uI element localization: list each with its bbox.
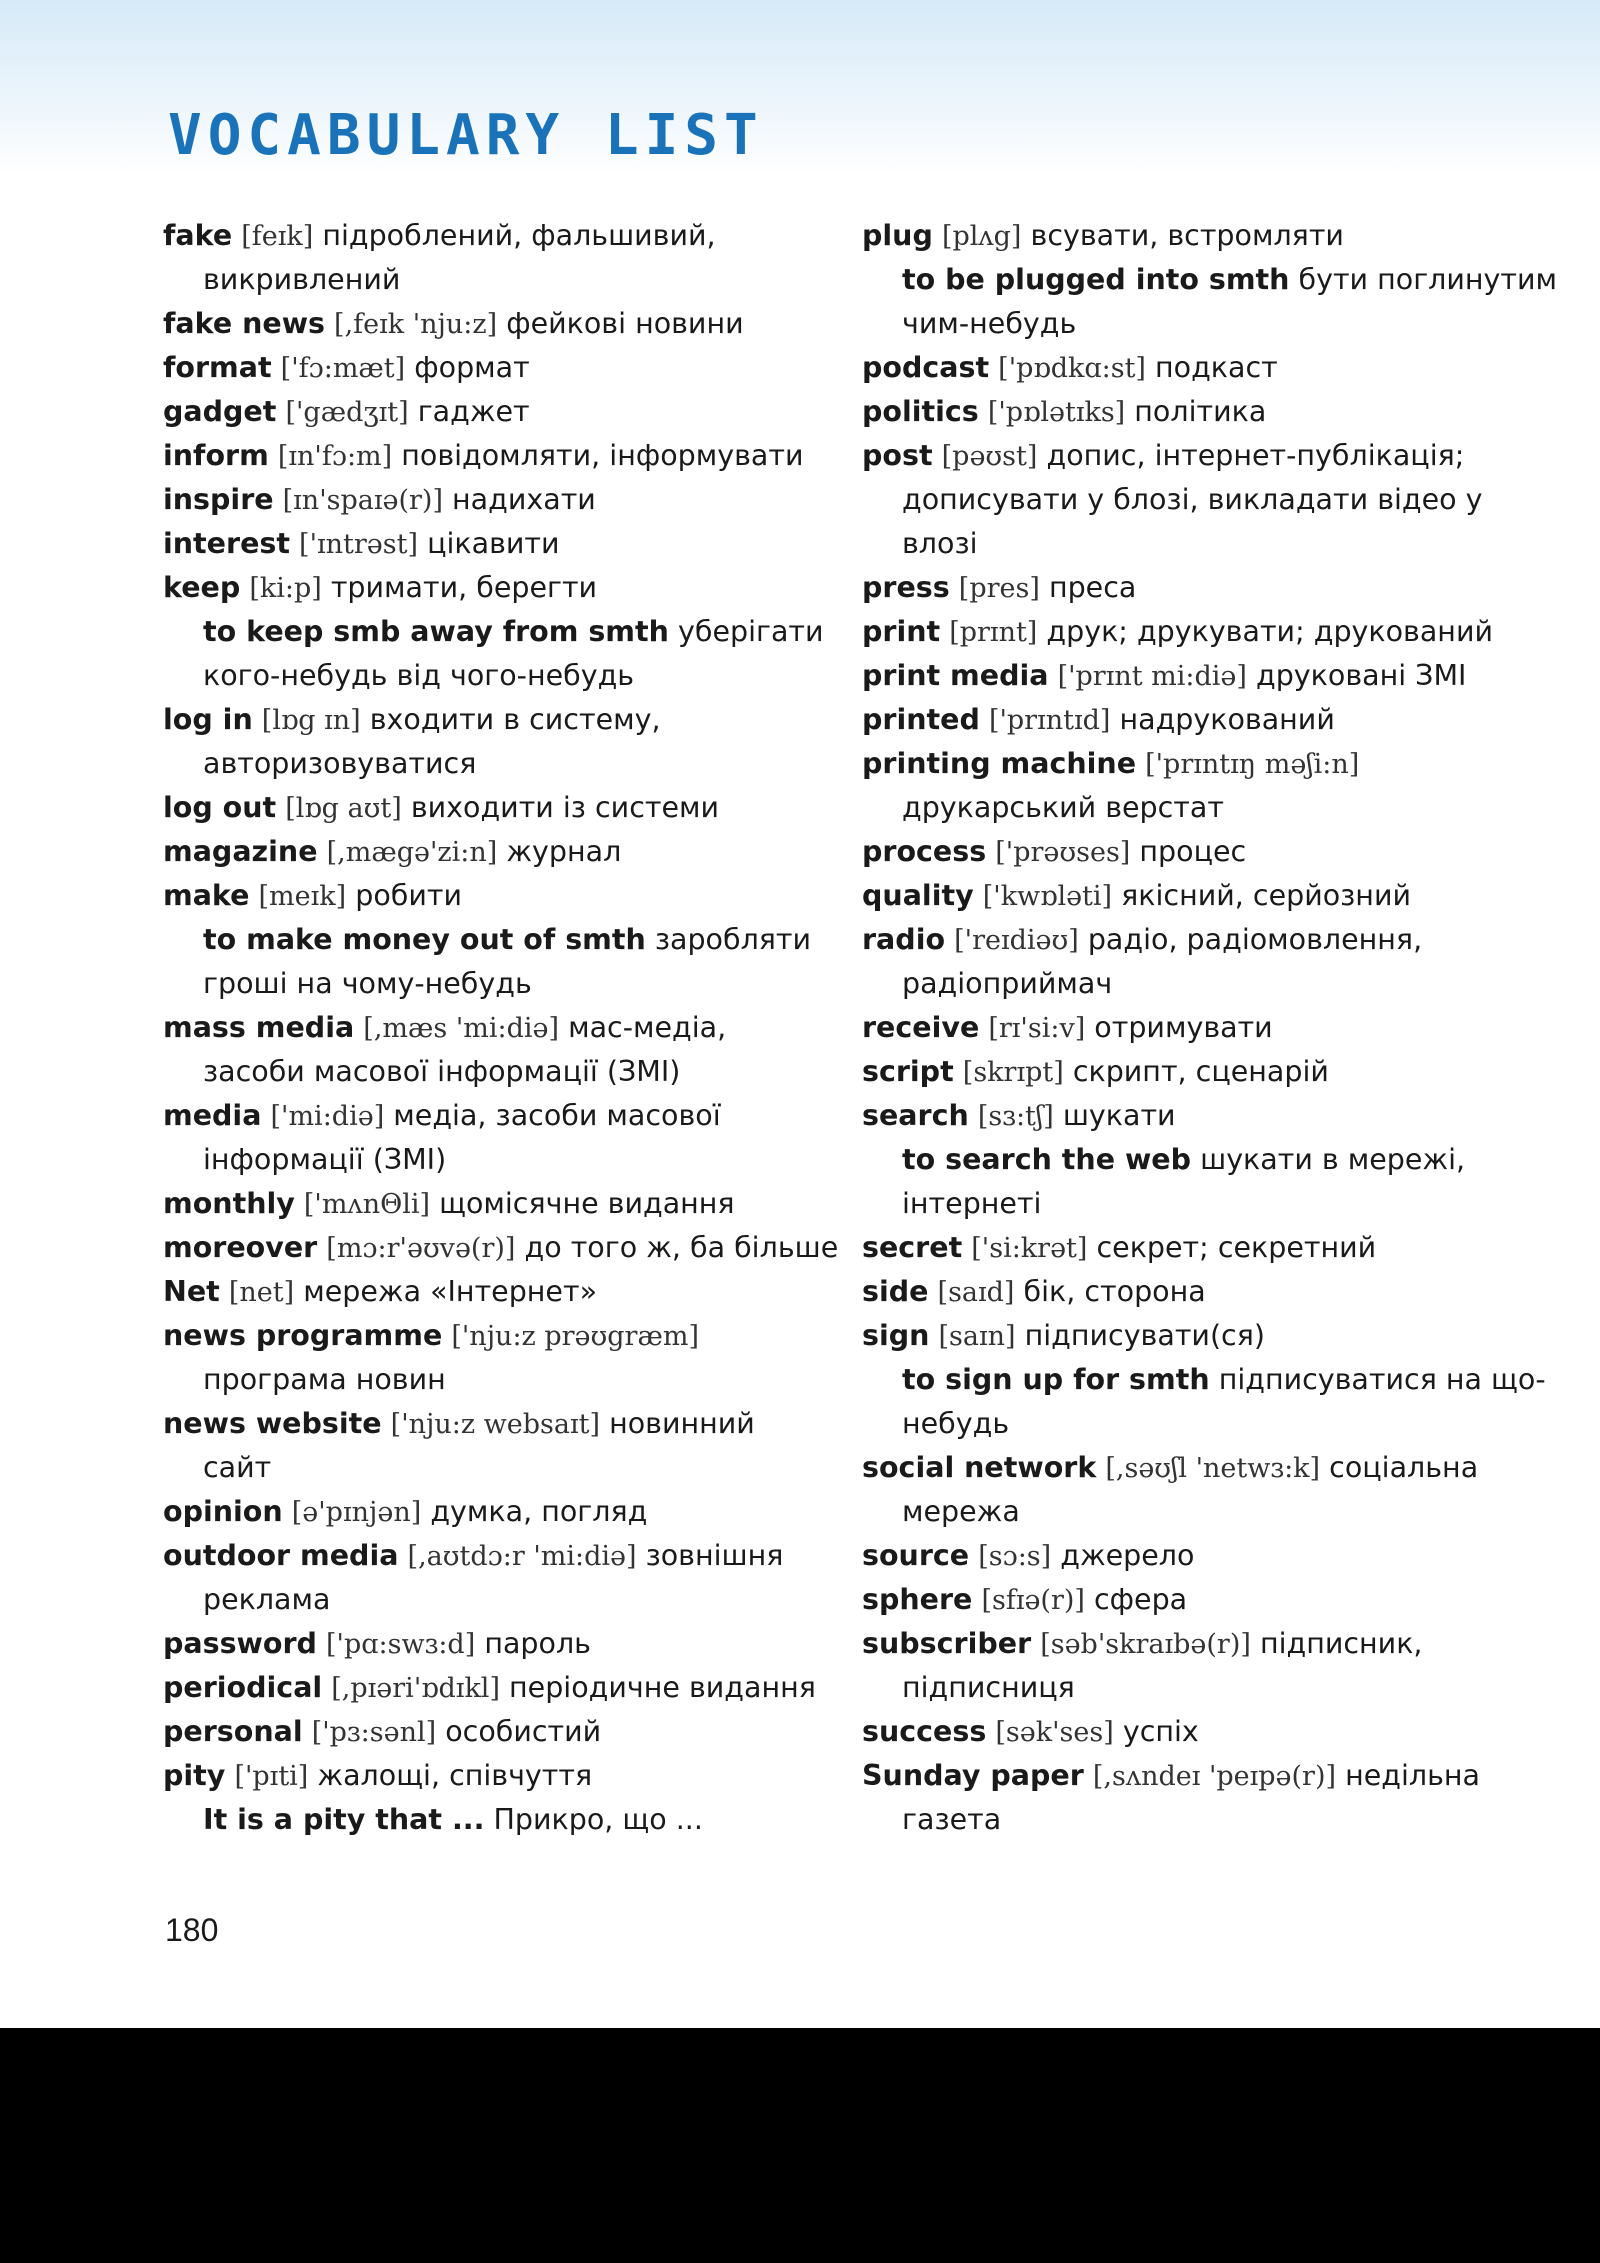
translation: політика (1134, 395, 1267, 428)
vocab-entry (163, 522, 803, 566)
translation-continued: газета (902, 1803, 1002, 1836)
headword: social network (862, 1451, 1097, 1484)
translation-continued: мережа (902, 1495, 1020, 1528)
translation-continued: реклама (203, 1583, 331, 1616)
transcription: [səb'skraɪbə(r)] (1040, 1629, 1251, 1660)
translation: пароль (484, 1627, 591, 1660)
headword: gadget (163, 395, 277, 428)
vocabulary-column-right (862, 214, 1558, 1842)
vocab-continuation (862, 962, 1522, 1006)
vocab-entry (163, 434, 803, 478)
vocab-continuation (163, 962, 803, 1006)
transcription: [skrɪpt] (962, 1057, 1064, 1088)
vocab-entry (862, 1622, 1522, 1666)
vocab-entry (163, 1534, 803, 1578)
headword: news website (163, 1407, 382, 1440)
transcription: [ɪn'fɔ:m] (277, 441, 393, 472)
translation-continued: небудь (902, 1407, 1010, 1440)
headword: password (163, 1627, 317, 1660)
vocab-entry (163, 1490, 803, 1534)
vocab-entry (862, 830, 1522, 874)
transcription: [prɪnt] (949, 617, 1038, 648)
translation-continued: засоби масової інформації (ЗМІ) (203, 1055, 681, 1088)
vocab-continuation (163, 654, 803, 698)
vocab-continuation (862, 522, 1522, 566)
vocab-phrase (163, 610, 824, 654)
vocab-continuation (163, 1050, 803, 1094)
vocab-entry (163, 478, 803, 522)
translation: повідомляти, інформувати (401, 439, 804, 472)
headword: log out (163, 791, 277, 824)
vocab-phrase (862, 1138, 1522, 1182)
transcription: ['prəʊses] (995, 837, 1131, 868)
headword: fake (163, 219, 233, 252)
translation: подкаст (1155, 351, 1278, 384)
translation: преса (1048, 571, 1137, 604)
translation: сфера (1094, 1583, 1188, 1616)
phrase-text: to search the web (902, 1143, 1192, 1176)
transcription: [pəʊst] (941, 441, 1038, 472)
headword: media (163, 1099, 262, 1132)
transcription: ['reɪdiəʊ] (954, 925, 1079, 956)
vocab-entry (862, 1710, 1522, 1754)
headword: moreover (163, 1231, 318, 1264)
headword: inspire (163, 483, 274, 516)
translation: гаджет (417, 395, 530, 428)
vocab-continuation (862, 1182, 1522, 1226)
translation: робити (355, 879, 462, 912)
translation: допис, інтернет-публікація; (1046, 439, 1465, 472)
vocab-entry (163, 390, 803, 434)
translation: шукати в мережі, (1200, 1143, 1466, 1176)
vocab-continuation (862, 1666, 1522, 1710)
headword: fake news (163, 307, 325, 340)
transcription: [feɪk] (241, 221, 314, 252)
translation: особистий (445, 1715, 602, 1748)
bottom-black-band (0, 2028, 1600, 2263)
page-title: VOCABULARY LIST (168, 103, 764, 168)
transcription: [net] (228, 1277, 295, 1308)
transcription: [sfɪə(r)] (981, 1585, 1085, 1616)
vocab-entry (862, 1578, 1522, 1622)
headword: keep (163, 571, 241, 604)
transcription: [sɜ:tʃ] (977, 1101, 1054, 1132)
transcription: [,feɪk 'nju:z] (334, 309, 498, 340)
translation: жалощі, співчуття (317, 1759, 593, 1792)
translation: Прикро, що ... (493, 1803, 703, 1836)
headword: radio (862, 923, 946, 956)
phrase-text: to be plugged into smth (902, 263, 1290, 296)
translation: виходити із системи (410, 791, 720, 824)
headword: format (163, 351, 272, 384)
vocab-entry (163, 1182, 803, 1226)
headword: source (862, 1539, 970, 1572)
headword: monthly (163, 1187, 295, 1220)
vocab-continuation (862, 1798, 1522, 1842)
phrase-text: It is a pity that ... (203, 1803, 485, 1836)
vocab-entry (163, 214, 803, 258)
transcription: ['kwɒləti] (982, 881, 1113, 912)
vocab-entry (862, 742, 1522, 786)
vocab-entry (862, 1270, 1522, 1314)
translation: радіо, радіомовлення, (1087, 923, 1423, 956)
translation: зовнішня (645, 1539, 784, 1572)
translation-continued: кого-небудь від чого-небудь (203, 659, 635, 692)
vocab-entry (163, 566, 803, 610)
transcription: [plʌg] (941, 221, 1022, 252)
translation: щомісячне видання (439, 1187, 735, 1220)
vocab-entry (163, 1270, 803, 1314)
translation: цікавити (427, 527, 560, 560)
transcription: ['pɜ:sənl] (311, 1717, 437, 1748)
headword: post (862, 439, 933, 472)
vocab-phrase (862, 1358, 1546, 1402)
transcription: ['ɪntrəst] (299, 529, 419, 560)
translation-continued: підписниця (902, 1671, 1075, 1704)
transcription: [lɒg aʊt] (285, 793, 402, 824)
transcription: [saɪd] (937, 1277, 1015, 1308)
translation: друк; друкувати; друкований (1046, 615, 1493, 648)
headword: sign (862, 1319, 930, 1352)
headword: plug (862, 219, 933, 252)
vocab-entry (862, 654, 1522, 698)
vocabulary-column-left (163, 214, 839, 1842)
vocab-continuation (862, 302, 1522, 346)
transcription: [meɪk] (258, 881, 347, 912)
translation: соціальна (1329, 1451, 1479, 1484)
headword: side (862, 1275, 929, 1308)
headword: receive (862, 1011, 980, 1044)
transcription: ['fɔ:mæt] (280, 353, 406, 384)
translation-continued: радіоприймач (902, 967, 1113, 1000)
vocab-entry (862, 390, 1522, 434)
headword: interest (163, 527, 290, 560)
vocab-entry (163, 346, 803, 390)
headword: mass media (163, 1011, 355, 1044)
vocab-entry (862, 874, 1522, 918)
translation-continued: інтернеті (902, 1187, 1042, 1220)
translation: мережа «Інтернет» (303, 1275, 598, 1308)
headword: news programme (163, 1319, 443, 1352)
vocab-continuation (862, 478, 1522, 522)
vocab-phrase (163, 918, 812, 962)
translation: шукати (1062, 1099, 1176, 1132)
vocab-entry (163, 1226, 839, 1270)
headword: make (163, 879, 250, 912)
transcription: ['si:krət] (971, 1233, 1088, 1264)
translation: підписувати(ся) (1024, 1319, 1265, 1352)
transcription: [,mæs 'mi:diə] (363, 1013, 560, 1044)
translation: секрет; секретний (1096, 1231, 1377, 1264)
vocab-entry (163, 786, 803, 830)
translation: заробляти (654, 923, 812, 956)
vocab-phrase (862, 258, 1558, 302)
vocab-entry (163, 1710, 803, 1754)
headword: outdoor media (163, 1539, 399, 1572)
vocab-entry (862, 566, 1522, 610)
phrase-text: to sign up for smth (902, 1363, 1210, 1396)
translation: до того ж, ба більше (524, 1231, 839, 1264)
vocab-continuation (163, 1446, 803, 1490)
translation: підроблений, фальшивий, (322, 219, 716, 252)
headword: printed (862, 703, 980, 736)
headword: process (862, 835, 987, 868)
headword: opinion (163, 1495, 283, 1528)
transcription: [,pɪəri'ɒdɪkl] (331, 1673, 500, 1704)
vocab-entry (862, 1754, 1522, 1798)
translation-continued: програма новин (203, 1363, 446, 1396)
headword: politics (862, 395, 979, 428)
translation-continued: сайт (203, 1451, 272, 1484)
transcription: ['prɪntɪd] (988, 705, 1111, 736)
transcription: [pres] (958, 573, 1040, 604)
vocab-entry (862, 1050, 1522, 1094)
translation: процес (1139, 835, 1247, 868)
vocab-entry (163, 1094, 803, 1138)
translation: друковані ЗМІ (1256, 659, 1467, 692)
headword: script (862, 1055, 954, 1088)
translation: уберігати (678, 615, 824, 648)
vocab-entry (163, 1754, 803, 1798)
vocab-continuation (163, 742, 803, 786)
translation: періодичне видання (509, 1671, 816, 1704)
page-number: 180 (165, 1912, 219, 1948)
translation-continued: авторизовуватися (203, 747, 477, 780)
transcription: [,sʌndeɪ 'peɪpə(r)] (1092, 1761, 1337, 1792)
vocab-continuation (163, 1578, 803, 1622)
translation: недільна (1345, 1759, 1480, 1792)
vocab-continuation (862, 1402, 1522, 1446)
transcription: ['nju:z websaɪt] (390, 1409, 601, 1440)
vocab-entry (862, 1226, 1522, 1270)
vocab-entry (163, 302, 803, 346)
transcription: ['gædʒɪt] (285, 397, 409, 428)
vocab-entry (163, 1402, 803, 1446)
vocab-entry (862, 698, 1522, 742)
headword: subscriber (862, 1627, 1032, 1660)
translation-continued: чим-небудь (902, 307, 1077, 340)
transcription: [saɪn] (938, 1321, 1016, 1352)
translation-continued: влозі (902, 527, 978, 560)
vocab-entry (862, 1534, 1522, 1578)
headword: inform (163, 439, 269, 472)
transcription: [ɪn'spaɪə(r)] (282, 485, 443, 516)
headword: magazine (163, 835, 318, 868)
headword: secret (862, 1231, 963, 1264)
transcription: ['pɑ:swɜ:d] (326, 1629, 476, 1660)
headword: search (862, 1099, 969, 1132)
translation: підписуватися на що- (1218, 1363, 1546, 1396)
vocab-continuation (862, 1490, 1522, 1534)
vocab-entry (862, 1094, 1522, 1138)
vocab-entry (163, 698, 803, 742)
translation: входити в систему, (369, 703, 661, 736)
vocab-continuation (163, 1358, 803, 1402)
vocab-entry (862, 1006, 1522, 1050)
vocab-entry (163, 874, 803, 918)
translation: всувати, встромляти (1030, 219, 1344, 252)
transcription: ['mi:diə] (270, 1101, 385, 1132)
transcription: ['prɪntɪŋ məʃi:n] (1145, 749, 1360, 780)
vocab-entry (862, 918, 1522, 962)
translation: надрукований (1119, 703, 1335, 736)
headword: quality (862, 879, 974, 912)
translation: мас-медіа, (568, 1011, 727, 1044)
vocab-continuation (163, 258, 803, 302)
translation: бути поглинутим (1298, 263, 1558, 296)
translation: бік, сторона (1023, 1275, 1206, 1308)
transcription: [sɔ:s] (978, 1541, 1052, 1572)
transcription: [,mægə'zi:n] (326, 837, 498, 868)
translation-continued: інформації (ЗМІ) (203, 1143, 447, 1176)
transcription: [rɪ'si:v] (988, 1013, 1086, 1044)
translation-continued: викривлений (203, 263, 401, 296)
translation: підписник, (1259, 1627, 1423, 1660)
transcription: [ə'pɪnjən] (291, 1497, 422, 1528)
translation: скрипт, сценарій (1072, 1055, 1329, 1088)
translation: отримувати (1094, 1011, 1273, 1044)
vocab-continuation (862, 786, 1522, 830)
headword: press (862, 571, 950, 604)
vocab-entry (862, 1314, 1522, 1358)
vocab-entry (163, 1622, 803, 1666)
transcription: [,aʊtdɔ:r 'mi:diə] (407, 1541, 637, 1572)
transcription: ['pɪti] (234, 1761, 309, 1792)
transcription: ['pɒlətɪks] (987, 397, 1126, 428)
transcription: ['prɪnt mi:diə] (1057, 661, 1247, 692)
vocab-entry (862, 610, 1522, 654)
translation: думка, погляд (430, 1495, 648, 1528)
headword: Net (163, 1275, 220, 1308)
translation-continued: друкарський верстат (902, 791, 1224, 824)
transcription: [,səʊʃl 'netwɜ:k] (1105, 1453, 1321, 1484)
vocab-continuation (163, 1138, 803, 1182)
transcription: ['nju:z prəʊgræm] (451, 1321, 699, 1352)
headword: print media (862, 659, 1049, 692)
transcription: ['mʌnΘli] (303, 1189, 431, 1220)
vocab-entry (862, 434, 1522, 478)
phrase-text: to make money out of smth (203, 923, 646, 956)
vocab-entry (862, 214, 1522, 258)
vocab-entry (163, 1666, 816, 1710)
phrase-text: to keep smb away from smth (203, 615, 669, 648)
headword: pity (163, 1759, 226, 1792)
headword: success (862, 1715, 987, 1748)
translation: тримати, берегти (330, 571, 598, 604)
transcription: [lɒg ɪn] (261, 705, 361, 736)
vocab-entry (163, 1006, 803, 1050)
translation: медіа, засоби масової (393, 1099, 721, 1132)
translation: надихати (452, 483, 596, 516)
transcription: [sək'ses] (995, 1717, 1114, 1748)
headword: Sunday paper (862, 1759, 1084, 1792)
translation: успіх (1122, 1715, 1199, 1748)
headword: periodical (163, 1671, 323, 1704)
translation: фейкові новини (506, 307, 744, 340)
vocab-entry (163, 1314, 803, 1358)
vocab-entry (862, 1446, 1522, 1490)
headword: personal (163, 1715, 303, 1748)
transcription: [ki:p] (249, 573, 322, 604)
translation: журнал (506, 835, 622, 868)
headword: print (862, 615, 941, 648)
translation-continued: дописувати у блозі, викладати відео у (902, 483, 1483, 516)
vocab-phrase (163, 1798, 803, 1842)
transcription: ['pɒdkɑ:st] (998, 353, 1146, 384)
vocab-entry (163, 830, 803, 874)
translation: формат (414, 351, 530, 384)
translation: джерело (1060, 1539, 1195, 1572)
headword: sphere (862, 1583, 973, 1616)
headword: printing machine (862, 747, 1137, 780)
translation: новинний (609, 1407, 755, 1440)
translation: якісний, серйозний (1121, 879, 1411, 912)
translation-continued: гроші на чому-небудь (203, 967, 532, 1000)
headword: log in (163, 703, 253, 736)
transcription: [mɔ:r'əʊvə(r)] (326, 1233, 516, 1264)
headword: podcast (862, 351, 990, 384)
vocab-entry (862, 346, 1522, 390)
